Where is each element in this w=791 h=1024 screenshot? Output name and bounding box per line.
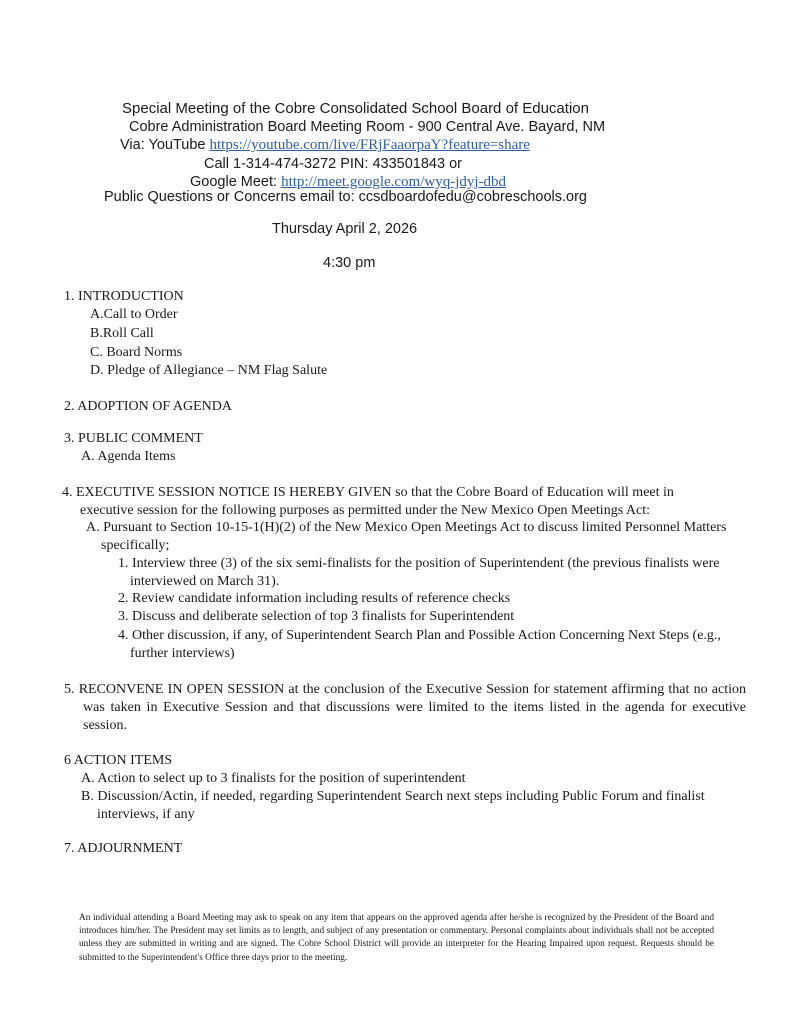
meeting-time: 4:30 pm [323, 255, 376, 271]
list-item: A.Call to Order [90, 307, 178, 322]
meeting-date: Thursday April 2, 2026 [272, 221, 418, 237]
email-line: Public Questions or Concerns email to: ccsdboardofedu@cobreschools.org [104, 189, 587, 205]
phone-line: Call 1-314-474-3272 PIN: 433501843 or [204, 156, 462, 172]
meet-prefix: Google Meet: [190, 174, 282, 190]
section-executive-session [62, 484, 727, 520]
section-public-comment: 3. PUBLIC COMMENT [64, 431, 203, 446]
youtube-prefix: Via: YouTube [120, 137, 210, 153]
list-item: B. Discussion/Actin, if needed, regarding Superintendent Search next steps including Public Forum and finalist interviews, if any [81, 789, 705, 822]
section-reconvene: 5. RECONVENE IN OPEN SESSION at the conclusion of the Executive Session for statement affirming that no action was taken in Executive Session and that discussions were limited to the items listed in the agenda for executive session. [64, 682, 746, 733]
section-adjournment: 7. ADJOURNMENT [64, 841, 183, 856]
list-item: B.Roll Call [90, 326, 154, 341]
list-item: 2. Review candidate information including results of reference checks [118, 591, 511, 606]
list-item: 3. Discuss and deliberate selection of top 3 finalists for Superintendent [118, 609, 515, 624]
youtube-line [0, 136, 791, 155]
list-item: A. Agenda Items [81, 449, 176, 464]
meet-link[interactable]: http://meet.google.com/wyq-jdyj-dbd [281, 174, 507, 190]
list-item: D. Pledge of Allegiance – NM Flag Salute [90, 363, 328, 378]
list-item: 1. Interview three (3) of the six semi-finalists for the position of Superintendent (the previous finalists were interviewed on March 31). [118, 556, 720, 589]
section-introduction: 1. INTRODUCTION [64, 289, 184, 304]
list-item: C. Board Norms [90, 345, 183, 360]
personnel-matters-text: A. Pursuant to Section 10-15-1(H)(2) of the New Mexico Open Meetings Act to discuss limited Personnel Matters specifically; [86, 520, 727, 553]
section-adoption-of-agenda: 2. ADOPTION OF AGENDA [64, 399, 233, 414]
list-item: 4. Other discussion, if any, of Superintendent Search Plan and Possible Action Concerning Next Steps (e.g., further interviews) [118, 628, 721, 661]
list-item: A. Action to select up to 3 finalists for the position of superintendent [81, 771, 466, 786]
youtube-link[interactable]: https://youtube.com/live/FRjFaaorpaY?feature=share [209, 137, 530, 153]
footer-notice: An individual attending a Board Meeting may ask to speak on any item that appears on the approved agenda after he/she is recognized by the President of the Board and introduces him/her. The President may set limits as to length, and subject of any presentation or commentary. Personal complaints about individuals shall not be accepted unless they are submitted in writing and are signed. The Cobre School District will provide an interpreter for the Hearing Impaired upon request. Requests should be submitted to the Superintendent's Office three days prior to the meeting. [79, 913, 714, 963]
executive-session-text: 4. EXECUTIVE SESSION NOTICE IS HEREBY GIVEN so that the Cobre Board of Education will meet in executive session for the following purposes as permitted under the New Mexico Open Meetings Act: [62, 485, 674, 518]
section-action-items: 6 ACTION ITEMS [64, 753, 173, 768]
meeting-title: Special Meeting of the Cobre Consolidated School Board of Education [122, 100, 589, 117]
meeting-location: Cobre Administration Board Meeting Room - 900 Central Ave. Bayard, NM [129, 119, 606, 135]
